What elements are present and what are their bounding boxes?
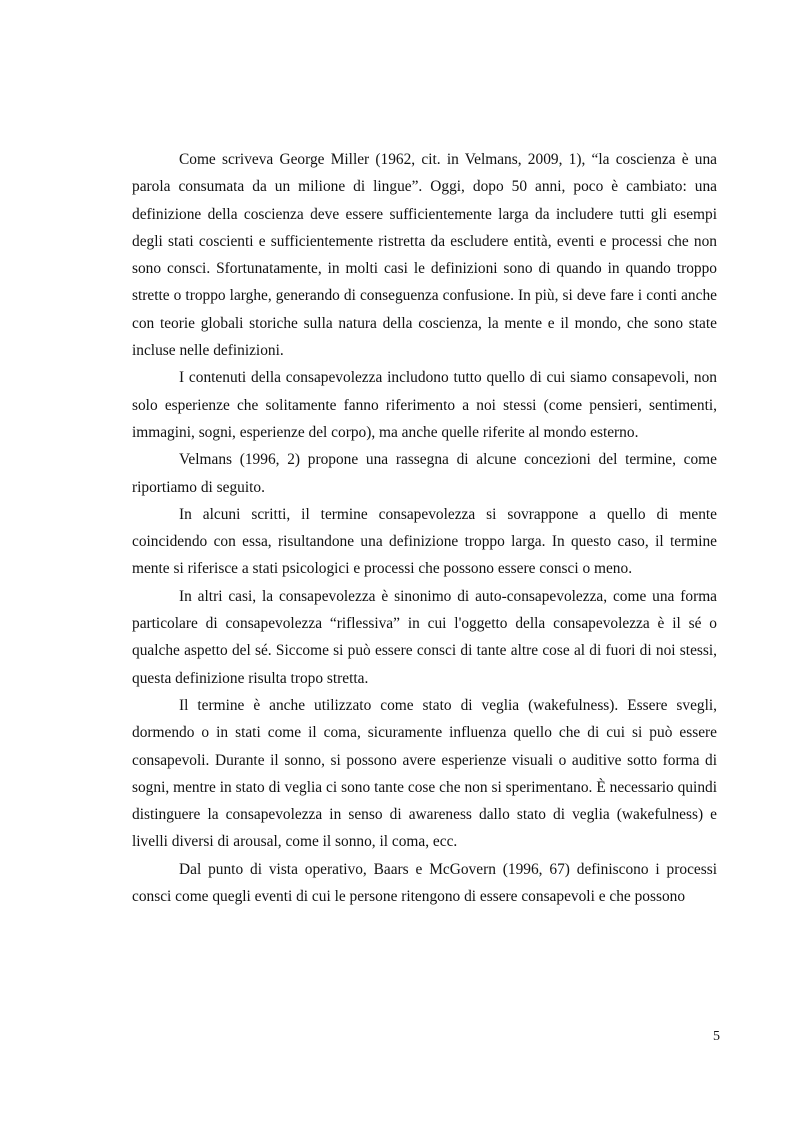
- paragraph-4: In alcuni scritti, il termine consapevolezza si sovrappone a quello di mente coincidendo con essa, risultandone una definizione troppo larga. In questo caso, il termine mente si riferisce a stati psicologici e processi che possono essere consci o meno.: [132, 505, 717, 578]
- paragraph-5: In altri casi, la consapevolezza è sinonimo di auto-consapevolezza, come una forma particolare di consapevolezza “riflessiva” in cui l'oggetto della consapevolezza è il sé o qualche aspetto del sé. Siccome si può essere consci di tante altre cose al di fuori di noi stessi, questa definizione risulta tropo stretta.: [132, 587, 717, 687]
- body-text: [132, 146, 717, 910]
- paragraph-7: Dal punto di vista operativo, Baars e McGovern (1996, 67) definiscono i processi consci come quegli eventi di cui le persone ritengono di essere consapevoli e che possono: [132, 860, 717, 906]
- paragraph-6: Il termine è anche utilizzato come stato di veglia (wakefulness). Essere svegli, dormendo o in stati come il coma, sicuramente influenza quello che di cui si può essere consapevoli. Durante il sonno, si possono avere esperienze visuali o auditive sotto forma di sogni, mentre in stato di veglia ci sono tante cose che non si sperimentano. È necessario quindi distinguere la consapevolezza in senso di awareness dallo stato di veglia (wakefulness) e livelli diversi di arousal, come il sonno, il coma, ecc.: [132, 696, 717, 851]
- paragraph-3: Velmans (1996, 2) propone una rassegna di alcune concezioni del termine, come riportiamo di seguito.: [132, 451, 717, 496]
- paragraph-1: Come scriveva George Miller (1962, cit. in Velmans, 2009, 1), “la coscienza è una parola consumata da un milione di lingue”. Oggi, dopo 50 anni, poco è cambiato: una definizione della coscienza deve essere sufficientemente larga da includere tutti gli esempi degli stati coscienti e sufficientemente ristretta da escludere entità, eventi e processi che non sono consci. Sfortunatamente, in molti casi le definizioni sono di quando in quando troppo strette o troppo larghe, generando di conseguenza confusione. In più, si deve fare i conti anche con teorie globali storiche sulla natura della coscienza, la mente e il mondo, che sono state incluse nelle definizioni.: [132, 151, 717, 360]
- paragraph-2: I contenuti della consapevolezza includono tutto quello di cui siamo consapevoli, non solo esperienze che solitamente fanno riferimento a noi stessi (come pensieri, sentimenti, immagini, sogni, esperienze del corpo), ma anche quelle riferite al mondo esterno.: [132, 369, 717, 441]
- page-number: 5: [713, 1029, 720, 1044]
